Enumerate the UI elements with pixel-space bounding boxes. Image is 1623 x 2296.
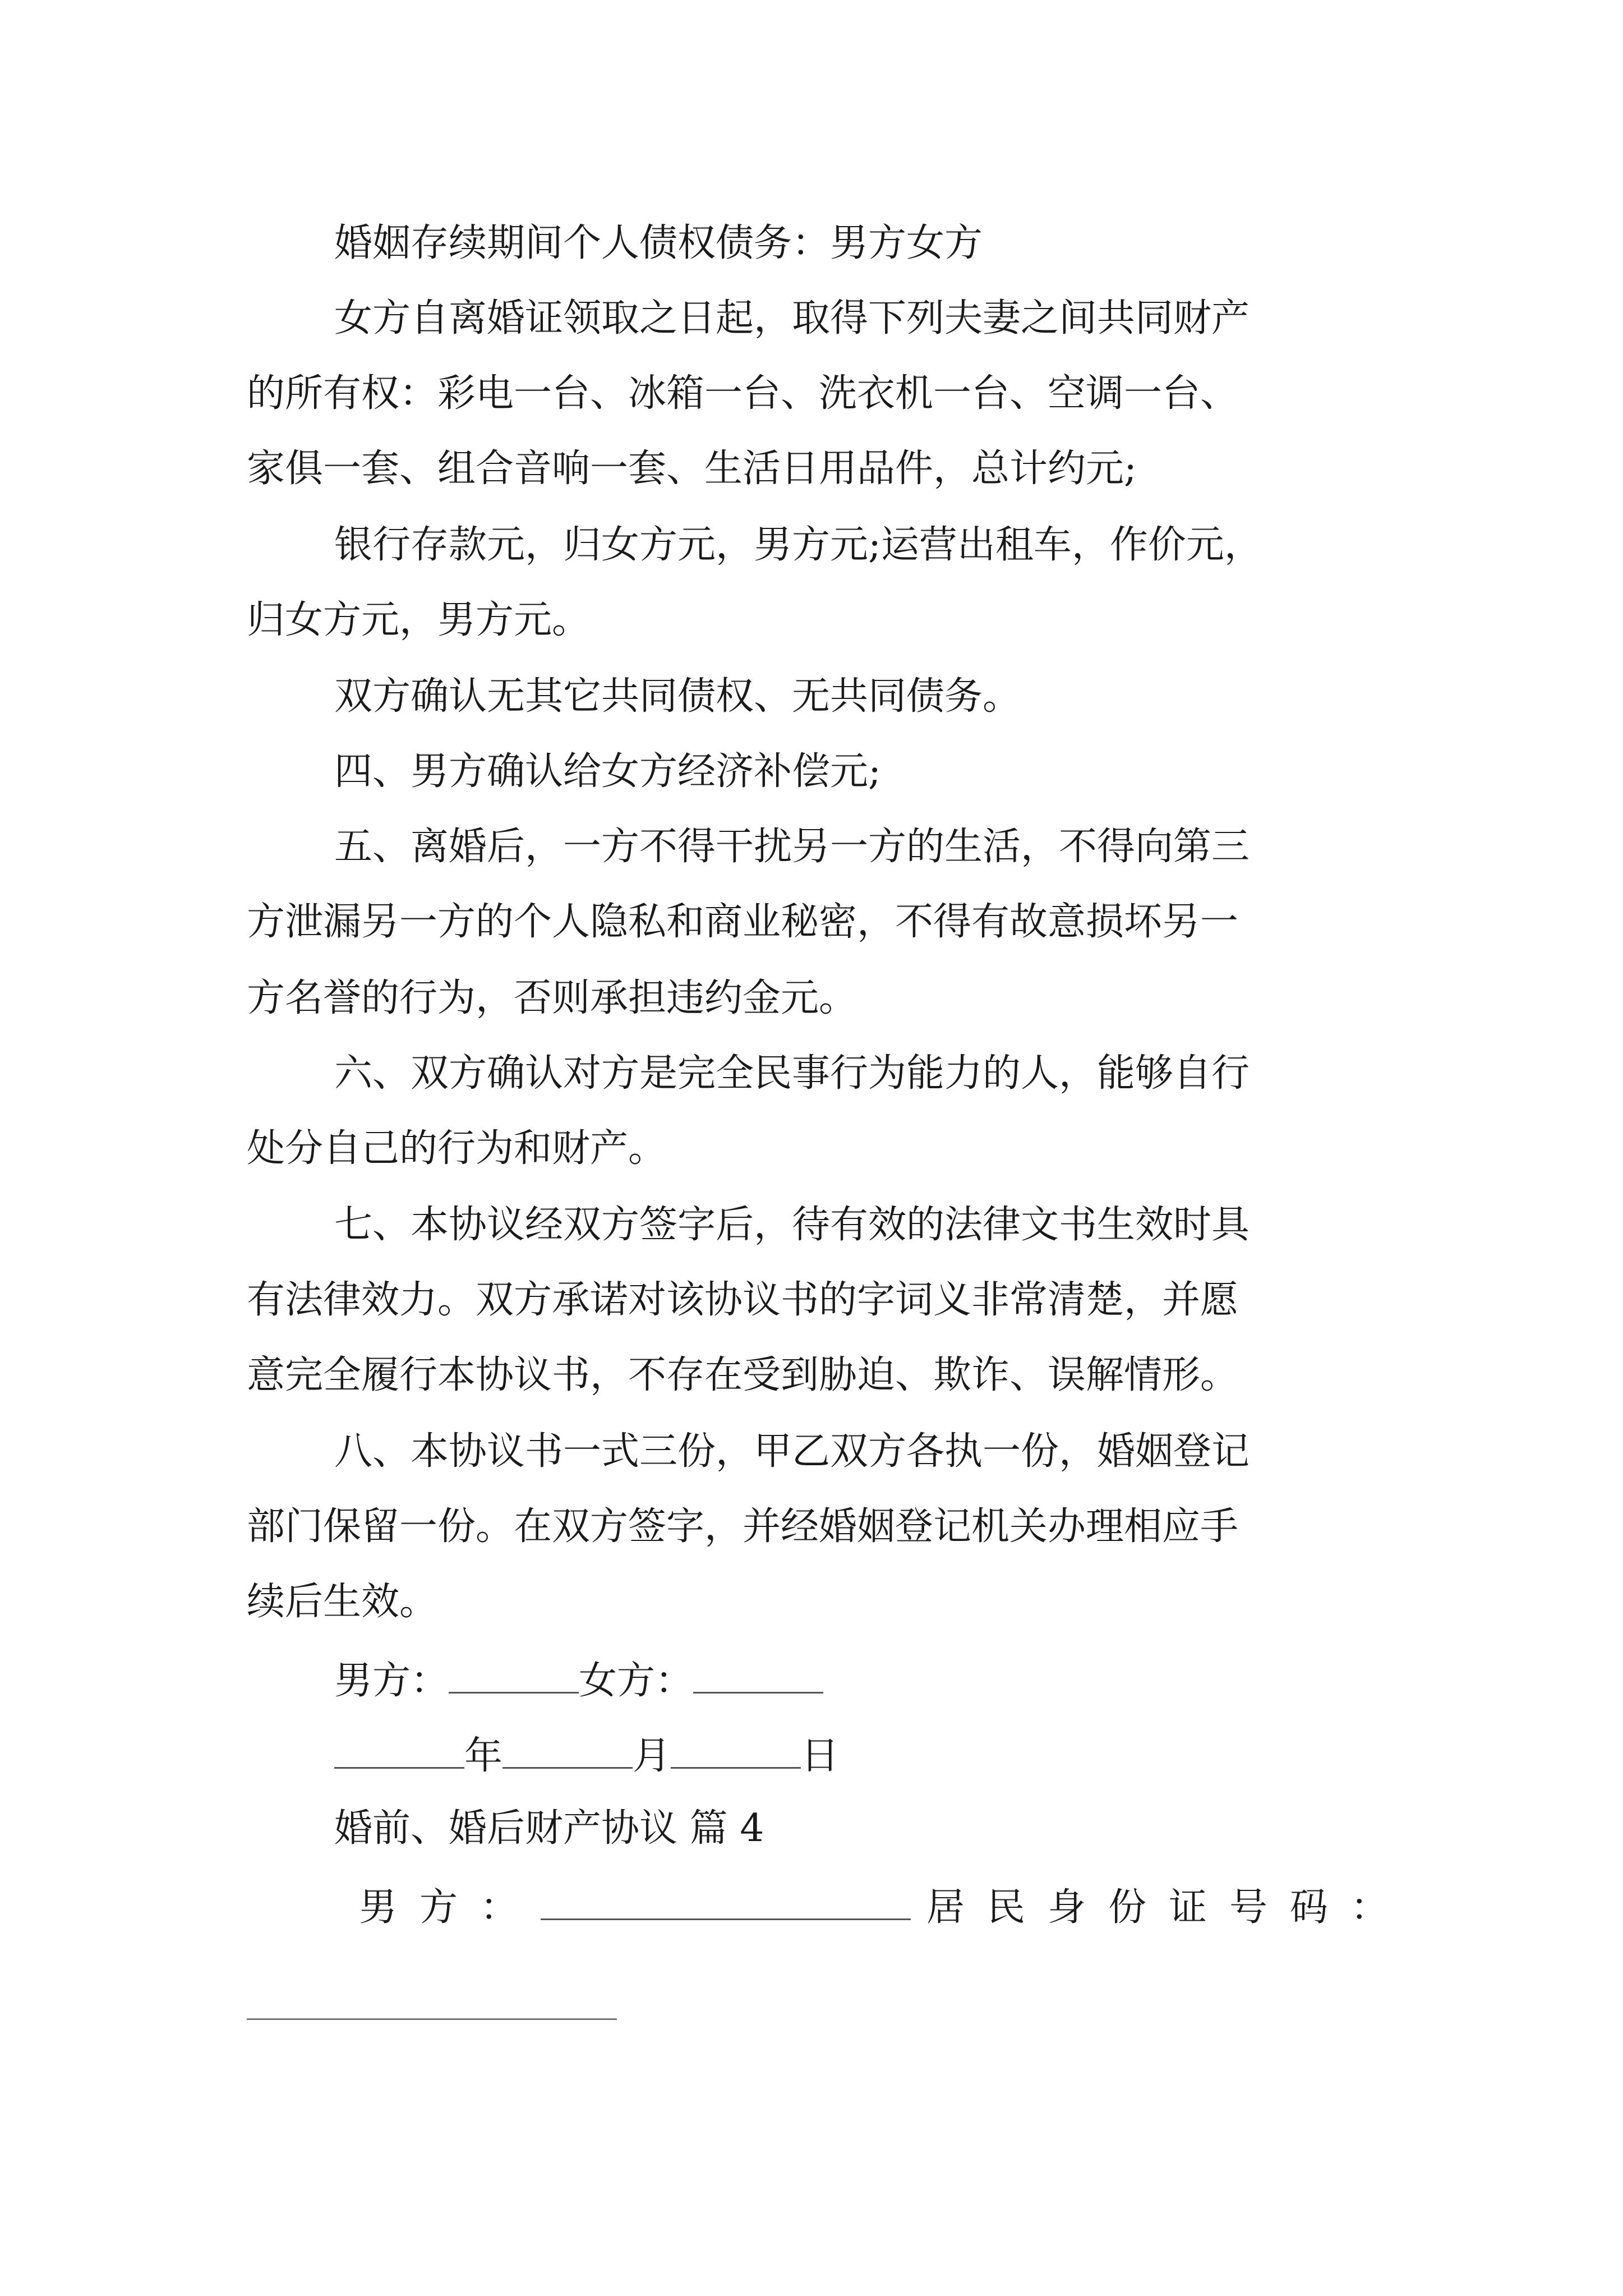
female-signature-label: 女方： bbox=[579, 1659, 694, 1703]
paragraph-line: 七、本协议经双方签字后，待有效的法律文书生效时具 bbox=[334, 1203, 1250, 1247]
paragraph-line: 五、离婚后，一方不得干扰另一方的生活，不得向第三 bbox=[334, 825, 1250, 869]
paragraph-line: 方名誉的行为，否则承担违约金元。 bbox=[247, 976, 857, 1020]
paragraph-line: 银行存款元，归女方元，男方元;运营出租车，作价元， bbox=[334, 523, 1262, 567]
id-male-label: 男方： bbox=[359, 1885, 541, 1930]
section-title: 婚前、婚后财产协议 篇 4 bbox=[334, 1806, 764, 1851]
male-signature-blank bbox=[449, 1659, 579, 1694]
paragraph-line: 四、男方确认给女方经济补偿元; bbox=[334, 749, 881, 794]
paragraph-line: 八、本协议书一式三份，甲乙双方各执一份，婚姻登记 bbox=[334, 1429, 1250, 1474]
year-blank bbox=[334, 1734, 464, 1769]
paragraph-line: 方泄漏另一方的个人隐私和商业秘密，不得有故意损坏另一 bbox=[247, 900, 1239, 944]
day-label: 日 bbox=[801, 1734, 840, 1778]
date-line bbox=[334, 1734, 840, 1778]
paragraph-line: 六、双方确认对方是完全民事行为能力的人，能够自行 bbox=[334, 1051, 1250, 1096]
id-male-blank bbox=[541, 1886, 911, 1920]
paragraph-line: 有法律效力。双方承诺对该协议书的字词义非常清楚，并愿 bbox=[247, 1278, 1239, 1322]
signature-line bbox=[334, 1659, 823, 1703]
month-label: 月 bbox=[633, 1734, 671, 1778]
id-number-blank bbox=[247, 2018, 617, 2020]
male-signature-label: 男方： bbox=[334, 1659, 449, 1703]
paragraph-line: 的所有权：彩电一台、冰箱一台、洗衣机一台、空调一台、 bbox=[247, 371, 1239, 416]
paragraph-line: 归女方元，男方元。 bbox=[247, 598, 591, 642]
paragraph-line: 家俱一套、组合音响一套、生活日用品件，总计约元; bbox=[247, 447, 1137, 491]
month-blank bbox=[502, 1734, 633, 1769]
paragraph-line: 部门保留一份。在双方签字，并经婚姻登记机关办理相应手 bbox=[247, 1504, 1239, 1549]
paragraph-line: 意完全履行本协议书，不存在受到胁迫、欺诈、误解情形。 bbox=[247, 1353, 1239, 1397]
paragraph-line: 续后生效。 bbox=[247, 1580, 438, 1624]
paragraph-line: 女方自离婚证领取之日起，取得下列夫妻之间共同财产 bbox=[334, 296, 1250, 341]
id-line bbox=[359, 1885, 1412, 1930]
day-blank bbox=[671, 1734, 801, 1769]
paragraph-line: 双方确认无其它共同债权、无共同债务。 bbox=[334, 674, 1021, 719]
id-number-label: 居民身份证号码： bbox=[926, 1885, 1412, 1930]
year-label: 年 bbox=[464, 1734, 503, 1778]
female-signature-blank bbox=[693, 1659, 823, 1694]
paragraph-line: 婚姻存续期间个人债权债务：男方女方 bbox=[334, 221, 983, 265]
paragraph-line: 处分自己的行为和财产。 bbox=[247, 1126, 667, 1171]
